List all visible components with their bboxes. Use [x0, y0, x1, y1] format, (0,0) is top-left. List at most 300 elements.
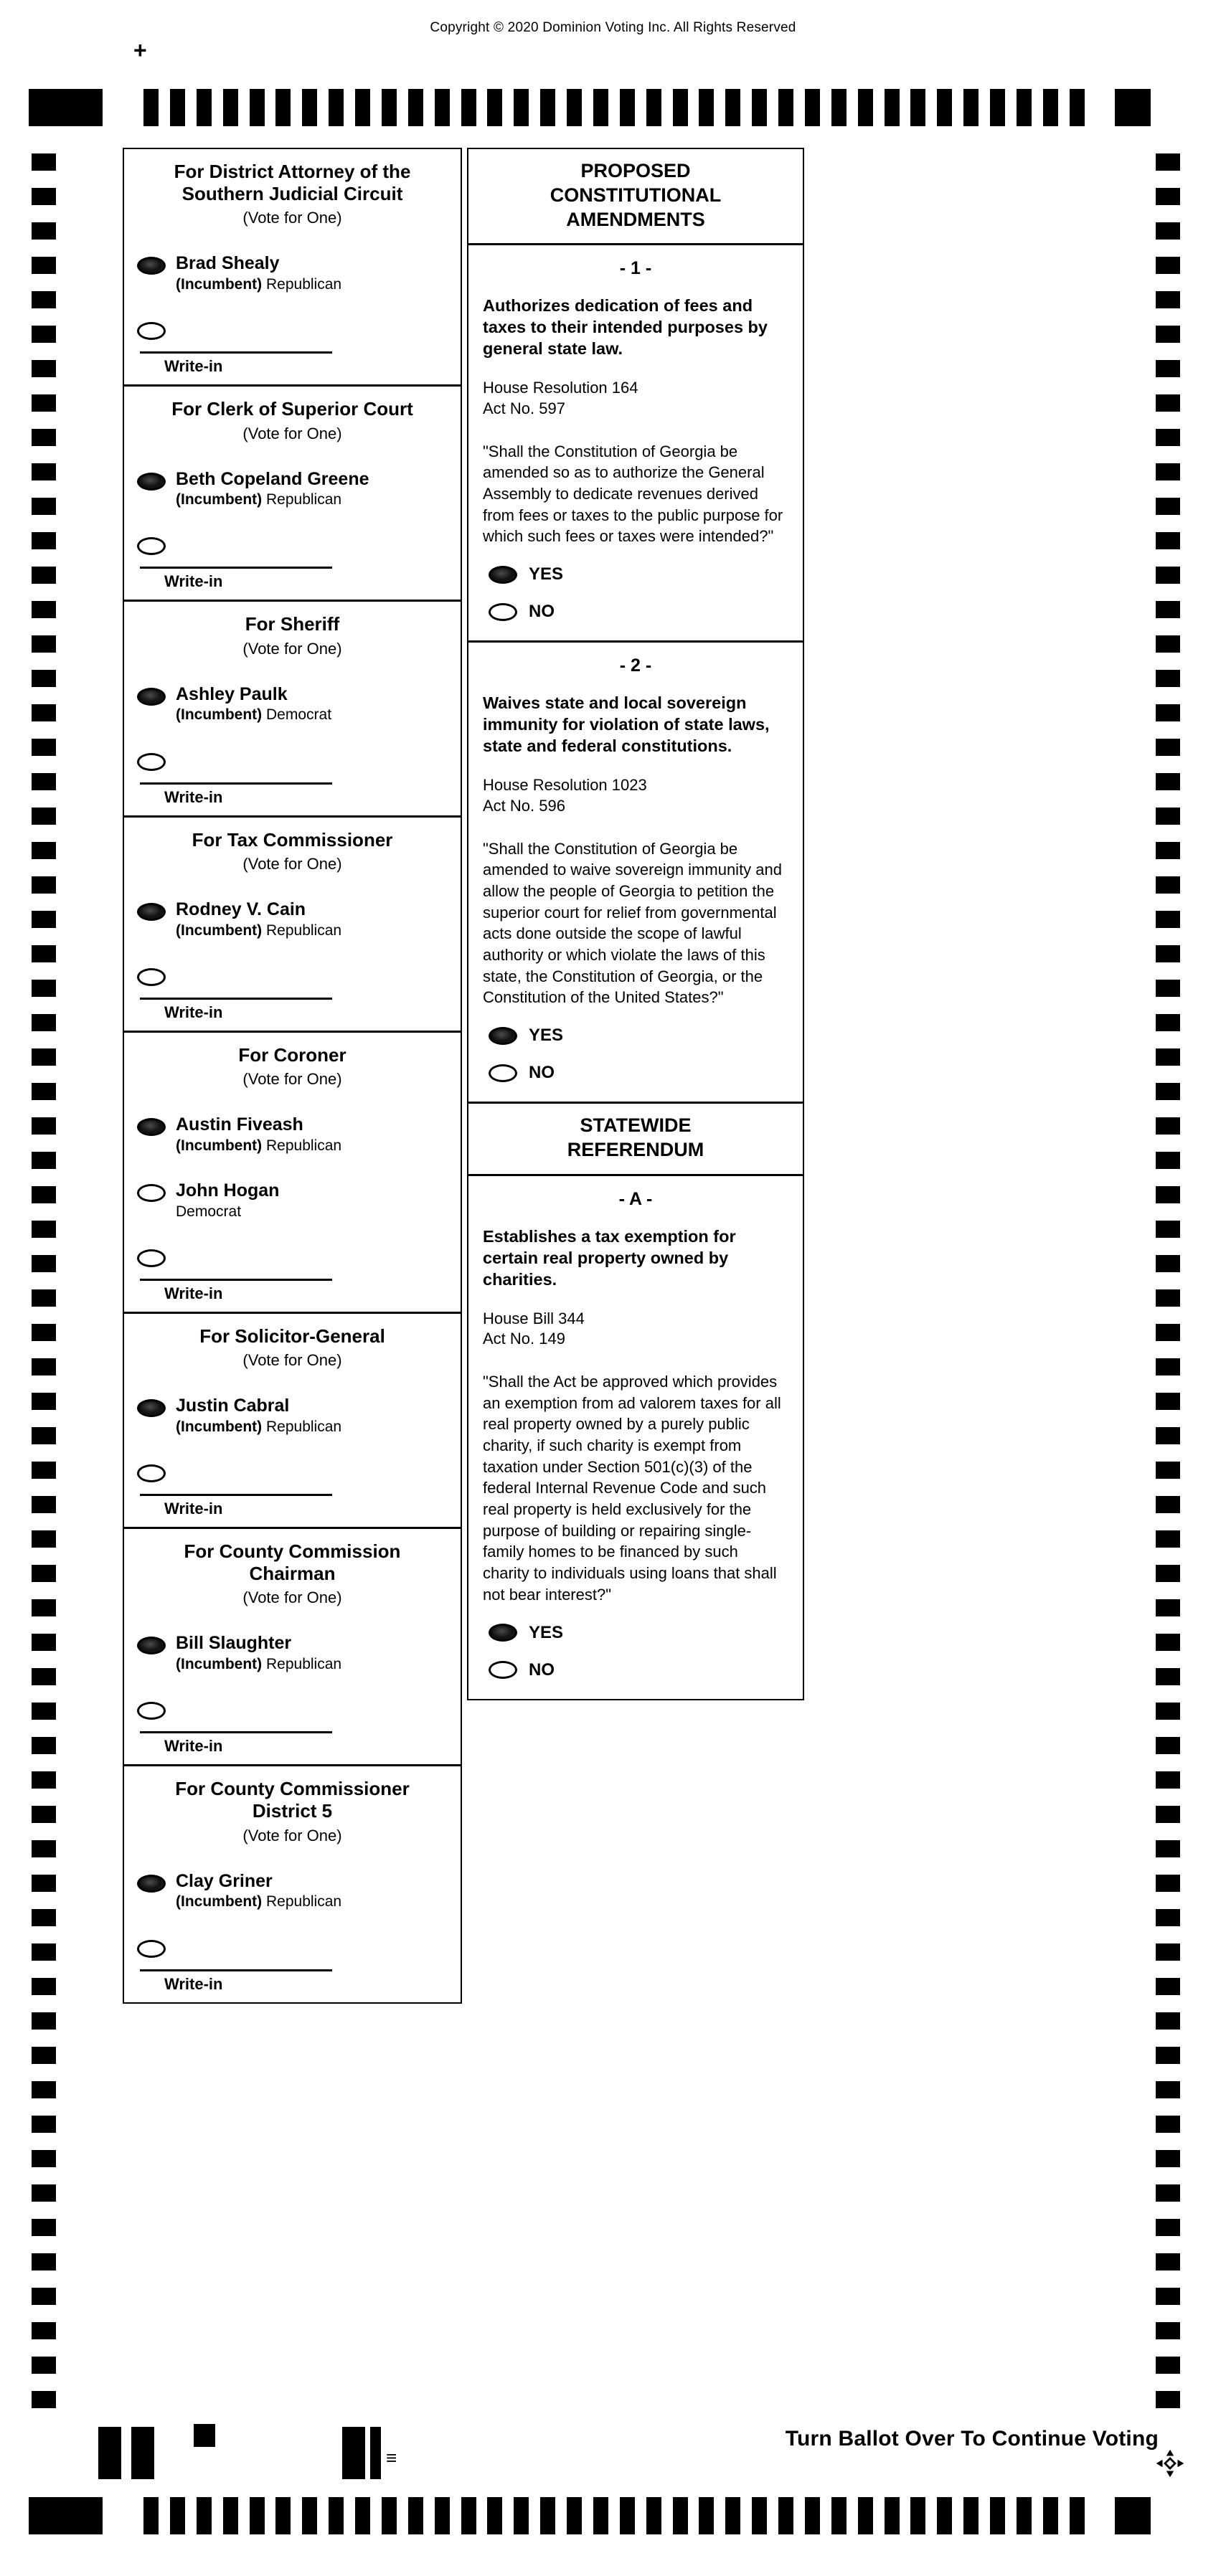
reference-line: House Resolution 1023	[483, 776, 647, 795]
timing-bar	[885, 89, 900, 126]
orientation-mark	[131, 2427, 154, 2479]
timing-bar	[170, 2497, 185, 2534]
write-in-oval-row	[137, 1249, 461, 1267]
timing-bar	[910, 2497, 925, 2534]
party-label: Republican	[266, 276, 342, 293]
candidate-detail	[176, 1137, 341, 1155]
timing-bar	[382, 2497, 397, 2534]
timing-bar	[805, 89, 820, 126]
candidate-name: John Hogan	[176, 1180, 280, 1201]
candidate-row	[137, 1180, 452, 1221]
timing-mark	[32, 2357, 56, 2374]
timing-bar	[567, 89, 582, 126]
write-in-oval[interactable]	[137, 753, 166, 771]
write-in-oval[interactable]	[137, 1702, 166, 1720]
contest-subtitle: (Vote for One)	[242, 1588, 342, 1607]
write-in-line[interactable]	[140, 567, 332, 569]
choice-row	[489, 1623, 788, 1643]
timing-bar	[699, 89, 714, 126]
write-in-oval-row	[137, 537, 461, 555]
timing-mark	[1156, 2150, 1180, 2167]
timing-mark	[1156, 326, 1180, 343]
timing-mark	[32, 188, 56, 205]
party-label: Republican	[266, 1893, 342, 1910]
orientation-mark	[342, 2427, 365, 2479]
measure	[468, 643, 803, 1104]
timing-bar	[540, 2497, 555, 2534]
timing-mark	[1156, 601, 1180, 618]
timing-bar	[275, 89, 291, 126]
reference-line: Act No. 149	[483, 1330, 565, 1348]
choice-row	[489, 602, 788, 622]
timing-mark	[32, 601, 56, 618]
candidate-detail	[176, 491, 369, 508]
incumbent-label: (Incumbent)	[176, 1893, 266, 1910]
write-in-label: Write-in	[164, 357, 223, 376]
timing-mark	[1156, 2253, 1180, 2270]
timing-mark	[1156, 876, 1180, 894]
timing-mark	[32, 1324, 56, 1341]
timing-mark	[1156, 1771, 1180, 1789]
write-in-oval-row	[137, 1702, 461, 1720]
candidate-row	[137, 469, 452, 509]
timing-bar	[514, 89, 529, 126]
candidate-name: Justin Cabral	[176, 1395, 290, 1416]
contest-title: For County Commission Chairman	[184, 1540, 401, 1585]
candidate-detail	[176, 275, 341, 293]
timing-mark	[32, 2116, 56, 2133]
write-in	[140, 998, 461, 1022]
timing-bar	[646, 2497, 661, 2534]
write-in	[140, 351, 461, 376]
timing-mark	[32, 257, 56, 274]
timing-mark	[1156, 842, 1180, 859]
timing-mark	[32, 2012, 56, 2030]
contest-subtitle: (Vote for One)	[242, 854, 342, 873]
timing-mark	[1156, 1289, 1180, 1307]
party-label: Democrat	[266, 706, 332, 724]
copyright-notice: Copyright © 2020 Dominion Voting Inc. All Rights Reserved	[430, 20, 796, 35]
left-timing-column	[32, 153, 56, 2425]
empty-choice-oval[interactable]	[489, 1064, 517, 1082]
timing-bar	[593, 89, 608, 126]
timing-mark	[32, 532, 56, 549]
timing-mark	[32, 326, 56, 343]
timing-mark	[32, 2184, 56, 2202]
measure-list	[467, 148, 804, 1700]
filled-candidate-oval[interactable]	[137, 1399, 166, 1417]
timing-mark	[1156, 1427, 1180, 1444]
choice-row	[489, 564, 788, 584]
candidate-text	[176, 1633, 341, 1673]
timing-bar	[699, 2497, 714, 2534]
write-in-oval[interactable]	[137, 537, 166, 555]
timing-mark	[1156, 911, 1180, 928]
candidate-name: Ashley Paulk	[176, 683, 288, 704]
timing-mark	[32, 1599, 56, 1616]
timing-bar	[329, 89, 344, 126]
timing-bar	[646, 89, 661, 126]
stub-lines-mark: ≡	[386, 2447, 397, 2468]
filled-candidate-oval[interactable]	[137, 688, 166, 706]
write-in-line[interactable]	[140, 998, 332, 1000]
measure-summary: Waives state and local sovereign immunity for violation of state laws, state and federal constitutions.	[483, 693, 770, 756]
timing-mark	[32, 2081, 56, 2098]
contest	[124, 387, 461, 602]
candidate-name: Rodney V. Cain	[176, 899, 306, 919]
write-in-oval[interactable]	[137, 1464, 166, 1482]
timing-mark	[32, 463, 56, 480]
timing-mark	[1156, 1565, 1180, 1582]
filled-choice-oval[interactable]	[489, 1624, 517, 1642]
timing-mark	[32, 2253, 56, 2270]
contest-title: For Tax Commissioner	[192, 828, 393, 851]
timing-mark	[1156, 1943, 1180, 1961]
candidate-detail	[176, 1655, 341, 1673]
candidate-text	[176, 684, 331, 724]
write-in-line[interactable]	[140, 782, 332, 785]
contest-subtitle: (Vote for One)	[242, 209, 342, 227]
timing-mark	[32, 1530, 56, 1548]
timing-bar	[752, 89, 767, 126]
right-timing-column	[1156, 153, 1180, 2425]
candidate-name: Clay Griner	[176, 1870, 273, 1891]
timing-mark	[1156, 635, 1180, 653]
choice-label: NO	[529, 1659, 555, 1680]
timing-mark	[1156, 1496, 1180, 1513]
timing-mark	[32, 1083, 56, 1100]
contest-title: For District Attorney of the Southern Judicial Circuit	[174, 161, 411, 205]
filled-candidate-oval[interactable]	[137, 473, 166, 491]
choice-row	[489, 1026, 788, 1046]
timing-mark	[1156, 1840, 1180, 1857]
incumbent-label: (Incumbent)	[176, 1656, 266, 1672]
write-in	[140, 567, 461, 591]
timing-mark	[1156, 670, 1180, 687]
timing-mark	[1156, 1737, 1180, 1754]
timing-bar	[620, 2497, 635, 2534]
contest-subtitle: (Vote for One)	[242, 639, 342, 658]
write-in-oval[interactable]	[137, 1940, 166, 1958]
timing-mark	[1156, 2012, 1180, 2030]
timing-bar	[858, 89, 873, 126]
timing-mark	[32, 808, 56, 825]
write-in-oval[interactable]	[137, 1249, 166, 1267]
candidate-name: Bill Slaughter	[176, 1633, 292, 1654]
timing-mark	[1156, 2219, 1180, 2236]
candidate-detail	[176, 1418, 341, 1436]
candidate-text	[176, 1114, 341, 1155]
timing-mark	[32, 1393, 56, 1410]
party-label: Democrat	[176, 1203, 242, 1220]
timing-mark	[1156, 704, 1180, 721]
timing-mark	[32, 739, 56, 756]
timing-bar	[937, 89, 952, 126]
top-timing-bars	[143, 89, 1085, 126]
timing-mark	[1156, 463, 1180, 480]
timing-mark	[32, 1152, 56, 1169]
timing-mark	[1156, 1358, 1180, 1375]
measure-reference	[483, 1309, 788, 1350]
timing-mark	[32, 1634, 56, 1651]
measure-question: "Shall the Constitution of Georgia be amended to waive sovereign immunity and allow the people of Georgia to petition the superior court for relief from governmental acts done outside the scope of lawful authority or which violate the laws of this state, the Constitution of Georgia, or the Constitution of the United States?"	[483, 839, 783, 1007]
timing-mark	[1156, 1117, 1180, 1135]
timing-mark	[32, 2391, 56, 2408]
write-in	[140, 1494, 461, 1518]
timing-bar	[143, 2497, 159, 2534]
timing-bar	[461, 89, 476, 126]
candidate-detail	[176, 706, 331, 724]
filled-candidate-oval[interactable]	[137, 903, 166, 921]
timing-block-left	[29, 2497, 103, 2534]
incumbent-label: (Incumbent)	[176, 276, 266, 293]
candidate-row	[137, 1114, 452, 1155]
timing-mark	[1156, 1875, 1180, 1892]
timing-bar	[673, 89, 688, 126]
timing-bar	[1043, 89, 1058, 126]
candidate-text	[176, 1396, 341, 1436]
candidate-row	[137, 1633, 452, 1673]
timing-bar	[487, 2497, 502, 2534]
empty-choice-oval[interactable]	[489, 1661, 517, 1679]
incumbent-label: (Incumbent)	[176, 922, 266, 939]
timing-bar	[620, 89, 635, 126]
timing-mark	[32, 876, 56, 894]
write-in	[140, 1279, 461, 1303]
candidate-text	[176, 1180, 279, 1221]
measure-summary: Establishes a tax exemption for certain real property owned by charities.	[483, 1226, 736, 1289]
timing-mark	[32, 1427, 56, 1444]
timing-mark	[1156, 1668, 1180, 1685]
write-in-line[interactable]	[140, 1969, 332, 1971]
timing-mark	[1156, 153, 1180, 171]
filled-candidate-oval[interactable]	[137, 1637, 166, 1654]
contest-subtitle: (Vote for One)	[242, 1069, 342, 1088]
bottom-timing-bars	[143, 2497, 1085, 2534]
timing-mark	[1156, 1014, 1180, 1031]
timing-block-left	[29, 89, 103, 126]
write-in-line[interactable]	[140, 1279, 332, 1281]
timing-bar	[250, 2497, 265, 2534]
measure-reference	[483, 775, 788, 816]
timing-mark	[32, 1943, 56, 1961]
contest	[124, 1033, 461, 1314]
timing-mark	[32, 704, 56, 721]
timing-bar	[487, 89, 502, 126]
timing-mark	[32, 1771, 56, 1789]
reference-line: House Bill 344	[483, 1309, 585, 1327]
write-in-oval[interactable]	[137, 322, 166, 340]
contest-subtitle: (Vote for One)	[242, 1350, 342, 1369]
candidate-detail	[176, 1203, 279, 1221]
timing-mark	[1156, 532, 1180, 549]
incumbent-label: (Incumbent)	[176, 706, 266, 724]
four-arrow-registration-icon	[1155, 2448, 1185, 2478]
timing-bar	[725, 2497, 740, 2534]
timing-mark	[1156, 2391, 1180, 2408]
filled-candidate-oval[interactable]	[137, 257, 166, 275]
timing-mark	[1156, 1221, 1180, 1238]
write-in-label: Write-in	[164, 572, 223, 591]
timing-bar	[197, 2497, 212, 2534]
filled-choice-oval[interactable]	[489, 1027, 517, 1045]
choice-label: NO	[529, 1063, 555, 1083]
timing-mark	[1156, 1186, 1180, 1203]
reference-line: House Resolution 164	[483, 379, 638, 397]
timing-bar	[275, 2497, 291, 2534]
reference-line: Act No. 597	[483, 399, 565, 418]
filled-choice-oval[interactable]	[489, 566, 517, 584]
timing-bar	[143, 89, 159, 126]
timing-mark	[1156, 1599, 1180, 1616]
timing-bar	[1043, 2497, 1058, 2534]
timing-mark	[1156, 2081, 1180, 2098]
write-in-oval-row	[137, 753, 461, 771]
write-in-line[interactable]	[140, 351, 332, 354]
timing-bar	[567, 2497, 582, 2534]
top-timing-strip	[0, 89, 1226, 126]
timing-mark	[1156, 498, 1180, 515]
timing-bar	[831, 89, 847, 126]
write-in-oval[interactable]	[137, 968, 166, 986]
orientation-mark	[98, 2427, 121, 2479]
choice-label: YES	[529, 1622, 564, 1642]
write-in-label: Write-in	[164, 1284, 223, 1302]
timing-mark	[32, 498, 56, 515]
contest-subtitle: (Vote for One)	[242, 424, 342, 442]
timing-mark	[1156, 1152, 1180, 1169]
write-in-label: Write-in	[164, 1499, 223, 1517]
measure-number: - A -	[618, 1188, 653, 1209]
timing-mark	[32, 773, 56, 790]
choice-row	[489, 1660, 788, 1680]
timing-mark	[32, 2150, 56, 2167]
timing-mark	[1156, 394, 1180, 412]
timing-bar	[778, 2497, 793, 2534]
timing-mark	[1156, 1703, 1180, 1720]
timing-bar	[910, 89, 925, 126]
contest-title: For County Commissioner District 5	[175, 1778, 410, 1822]
timing-bar	[250, 89, 265, 126]
candidate-name: Beth Copeland Greene	[176, 468, 369, 489]
incumbent-label: (Incumbent)	[176, 1137, 266, 1154]
filled-candidate-oval[interactable]	[137, 1875, 166, 1893]
timing-mark	[32, 2288, 56, 2305]
measure-question: "Shall the Constitution of Georgia be amended so as to authorize the General Assembly to dedicate revenues derived from fees or taxes to the public purpose for which such fees or taxes were intended?"	[483, 442, 783, 546]
timing-bar	[778, 89, 793, 126]
write-in-line[interactable]	[140, 1494, 332, 1496]
timing-mark	[32, 1703, 56, 1720]
timing-bar	[963, 2497, 979, 2534]
timing-mark	[32, 1289, 56, 1307]
timing-bar	[1017, 2497, 1032, 2534]
timing-mark	[1156, 257, 1180, 274]
timing-mark	[32, 2219, 56, 2236]
timing-mark	[1156, 1048, 1180, 1066]
party-label: Republican	[266, 1418, 342, 1435]
timing-bar	[725, 89, 740, 126]
write-in-oval-row	[137, 322, 461, 340]
timing-mark	[1156, 808, 1180, 825]
timing-bar	[302, 2497, 317, 2534]
measure-summary: Authorizes dedication of fees and taxes to their intended purposes by general state law.	[483, 296, 768, 359]
timing-bar	[885, 2497, 900, 2534]
candidate-row	[137, 1396, 452, 1436]
contest-title: For Sheriff	[245, 613, 340, 635]
contest-title: For Coroner	[238, 1043, 346, 1066]
timing-mark	[32, 1806, 56, 1823]
write-in-line[interactable]	[140, 1731, 332, 1733]
timing-mark	[32, 291, 56, 308]
timing-mark	[1156, 188, 1180, 205]
choice-label: NO	[529, 602, 555, 622]
timing-bar	[831, 2497, 847, 2534]
contest	[124, 1766, 461, 2002]
timing-bar	[858, 2497, 873, 2534]
timing-bar	[990, 89, 1005, 126]
timing-bar	[382, 89, 397, 126]
timing-mark	[32, 1668, 56, 1685]
incumbent-label: (Incumbent)	[176, 491, 266, 508]
timing-mark	[1156, 739, 1180, 756]
contest-title: For Clerk of Superior Court	[171, 398, 413, 420]
timing-mark	[32, 360, 56, 377]
write-in	[140, 1731, 461, 1756]
timing-mark	[32, 635, 56, 653]
candidate-detail	[176, 922, 341, 939]
timing-mark	[1156, 2288, 1180, 2305]
candidate-text	[176, 899, 341, 939]
candidate-name: Austin Fiveash	[176, 1114, 303, 1135]
timing-mark	[32, 2047, 56, 2064]
empty-choice-oval[interactable]	[489, 603, 517, 621]
timing-bar	[461, 2497, 476, 2534]
timing-mark	[1156, 429, 1180, 446]
contest-list	[123, 148, 462, 2004]
measure	[468, 1176, 803, 1699]
timing-bar	[170, 89, 185, 126]
timing-bar	[990, 2497, 1005, 2534]
candidate-row	[137, 253, 452, 293]
write-in-oval-row	[137, 1940, 461, 1958]
party-label: Republican	[266, 1137, 342, 1154]
timing-mark	[32, 1014, 56, 1031]
timing-mark	[32, 1496, 56, 1513]
registration-plus-mark: +	[133, 37, 147, 63]
timing-mark	[1156, 1324, 1180, 1341]
measure-group-header: STATEWIDE REFERENDUM	[468, 1104, 803, 1176]
timing-mark	[32, 1737, 56, 1754]
party-label: Republican	[266, 922, 342, 939]
measure-reference	[483, 378, 788, 419]
bottom-timing-strip	[0, 2497, 1226, 2534]
timing-bar	[435, 2497, 450, 2534]
timing-bar	[514, 2497, 529, 2534]
timing-mark	[1156, 2357, 1180, 2374]
timing-mark	[32, 1875, 56, 1892]
choice-label: YES	[529, 1026, 564, 1046]
timing-mark	[1156, 1255, 1180, 1272]
timing-bar	[1070, 89, 1085, 126]
timing-mark	[32, 1565, 56, 1582]
filled-candidate-oval[interactable]	[137, 1118, 166, 1136]
contest-subtitle: (Vote for One)	[242, 1826, 342, 1845]
measure-number: - 2 -	[619, 655, 652, 676]
empty-candidate-oval[interactable]	[137, 1184, 166, 1202]
timing-bar	[355, 89, 370, 126]
measure-question: "Shall the Act be approved which provides an exemption from ad valorem taxes for all real property owned by a purely public charity, if such charity is exempt from taxation under Section 501(c)(3) of the federal Internal Revenue Code and such real property is held exclusively for the purpose of building or repairing single-family homes to be financed by such charity to individuals using loans that shall not bear interest?"	[483, 1372, 781, 1604]
timing-block-right	[1115, 2497, 1151, 2534]
